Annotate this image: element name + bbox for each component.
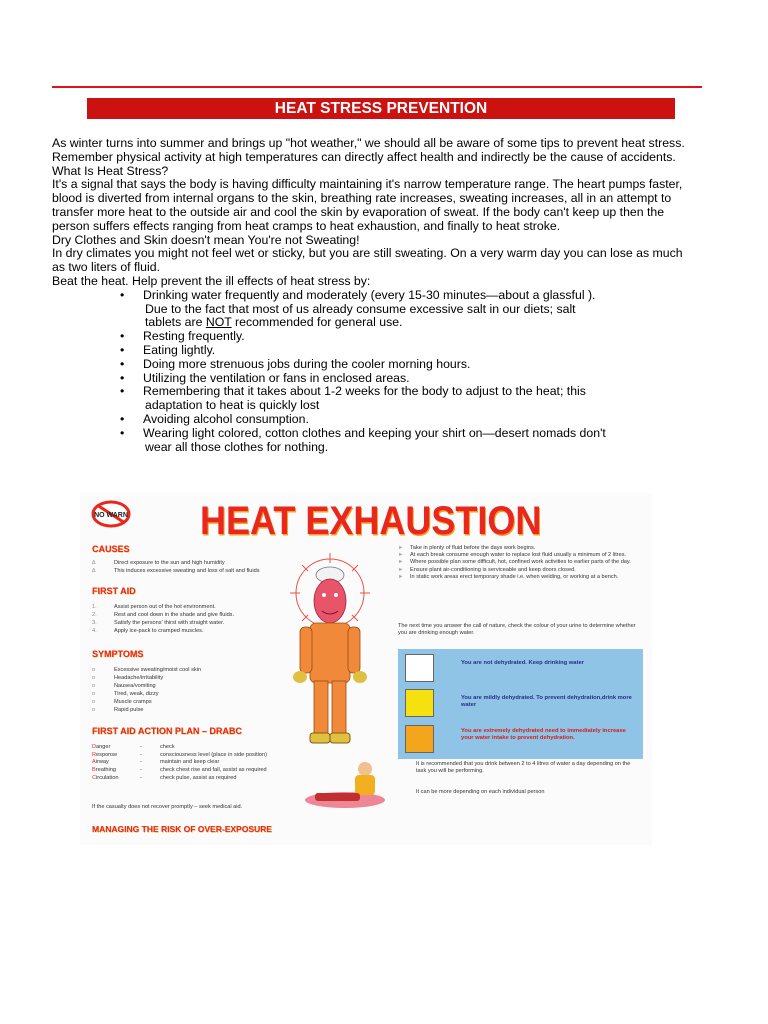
table-row: Danger - check	[92, 744, 175, 750]
symptoms-heading: SYMPTOMS	[92, 649, 144, 659]
top-divider-rule	[52, 86, 702, 88]
table-row: Circulation - check pulse, assist as required	[92, 774, 237, 781]
list-item: 4. Apply ice-pack to cramped muscles.	[92, 628, 204, 634]
table-row: Response - consciousness level (place in side position)	[92, 751, 267, 758]
dry-climate-paragraph: In dry climates you might not feel wet or sticky, but you are still sweating. On a very warm day you can lose as much as two liters of fluid.	[52, 246, 683, 275]
heat-stress-definition: It's a signal that says the body is having difficulty maintaining it's narrow temperature range. The heart pumps faster, blood is diverted from internal organs to the skin, breathing rate increases, sweating increases, all in an attempt to transfer more heat to the outside air and cool the skin by evaporation of sweat. If the body can't keep up then the person suffers effects ranging from heat cramps to heat exhaustion, and finally to heat stroke.	[52, 177, 683, 233]
beat-the-heat-intro: Beat the heat. Help prevent the ill effects of heat stress by:	[52, 273, 371, 288]
list-item: ∆ This induces excessive sweating and loss of salt and fluids	[92, 568, 260, 574]
intro-paragraph: As winter turns into summer and brings up "hot weather," we should all be aware of some tips to prevent heat stress. Remember physical activity at high temperatures can directly affect health and indirectly be the cause of accidents.	[52, 136, 685, 164]
action-plan-heading: FIRST AID ACTION PLAN – DRABC	[92, 726, 242, 736]
list-item: o Muscle cramps	[92, 699, 152, 705]
dry-clothes-heading: Dry Clothes and Skin doesn't mean You're not Sweating!	[52, 232, 360, 247]
first-aid-illustration	[295, 755, 395, 815]
first-aid-heading: FIRST AID	[92, 586, 136, 596]
swatch-not-dehydrated	[405, 654, 434, 682]
list-item: o Rapid pulse	[92, 707, 144, 713]
swatch-mildly-dehydrated	[405, 689, 434, 717]
overheated-worker-illustration	[270, 553, 400, 753]
list-item: ► Take in plenty of fluid before the days work begins.	[398, 545, 536, 551]
list-item: ∆ Direct exposure to the sun and high humidity	[92, 560, 225, 566]
list-item: • Eating lightly.	[120, 344, 692, 358]
list-item: • Remembering that it takes about 1-2 weeks for the body to adjust to the heat; this adaptation to heat is quickly lost	[120, 385, 692, 413]
list-item: 1. Assist person out of the hot environment.	[92, 604, 216, 610]
prevention-tips-list	[52, 289, 692, 455]
urine-check-note: The next time you answer the call of nature, check the colour of your urine to determine whether you are drinking enough water.	[398, 623, 636, 637]
causes-heading: CAUSES	[92, 544, 130, 554]
heat-exhaustion-poster	[80, 493, 652, 845]
list-item: o Excessive sweating/moist cool skin	[92, 667, 202, 673]
list-item: ► At each break consume enough water to replace lost fluid usually a minimum of 2 litres.	[398, 552, 627, 559]
list-item: 3. Satisfy the persons' thirst with straight water.	[92, 620, 225, 626]
swatch-label: You are not dehydrated. Keep drinking water	[461, 660, 584, 666]
swatch-label: You are extremely dehydrated need to immediately increase your water intake to prevent dehydration.	[461, 728, 626, 741]
not-emphasis: NOT	[205, 315, 232, 330]
list-item: ► In static work areas erect temporary shade i.e. when welding, or working at a bench.	[398, 573, 619, 580]
list-item: • Wearing light colored, cotton clothes and keeping your shirt on—desert nomads don't wear all those clothes for nothing.	[120, 427, 692, 455]
list-item: 2. Rest and cool down in the shade and give fluids.	[92, 612, 235, 618]
list-item: • Doing more strenuous jobs during the cooler morning hours.	[120, 358, 692, 372]
heat-stress-question: What Is Heat Stress?	[52, 163, 169, 178]
list-item: o Nausea/vomiting	[92, 683, 156, 689]
badge-text: NO WARN	[94, 512, 128, 519]
document-title: HEAT STRESS PREVENTION	[87, 98, 675, 119]
individual-note: It can be more depending on each individual person	[416, 789, 545, 795]
casualty-note: If the casualty does not recover promptly – seek medical aid.	[92, 804, 243, 810]
recommendation-note: It is recommended that you drink between 2 to 4 litres of water a day depending on the task you will be performing.	[416, 761, 631, 775]
no-warning-badge-icon	[91, 500, 131, 528]
list-item: • Utilizing the ventilation or fans in enclosed areas.	[120, 372, 692, 386]
list-item: ► Where possible plan some difficult, hot, confined work activities to earlier parts of the day.	[398, 559, 631, 566]
table-row: Airway - maintain and keep clear	[92, 759, 220, 766]
swatch-extremely-dehydrated	[405, 725, 434, 753]
list-item: • Drinking water frequently and moderately (every 15-30 minutes—about a glassful ). Due to the fact that most of us already consume excessive salt in our diets; salt tablets are NOT recommended for general use.	[120, 289, 692, 330]
poster-title: HEAT EXHAUSTION	[200, 497, 542, 543]
list-item: • Avoiding alcohol consumption.	[120, 413, 692, 427]
hydration-tips	[398, 545, 648, 581]
list-item: ► Ensure plant air-conditioning is serviceable and keep doors closed.	[398, 566, 576, 573]
table-row: Breathing - check chest rise and fall, assist as required	[92, 767, 267, 774]
swatch-label: You are mildly dehydrated. To prevent dehydration,drink more water	[461, 695, 632, 708]
document-body	[52, 137, 692, 454]
list-item: o Headache/irritability	[92, 675, 164, 681]
urine-colour-chart	[398, 649, 643, 759]
managing-risk-heading: MANAGING THE RISK OF OVER-EXPOSURE	[92, 824, 272, 834]
list-item: o Tired, weak, dizzy	[92, 691, 159, 697]
list-item: • Resting frequently.	[120, 330, 692, 344]
